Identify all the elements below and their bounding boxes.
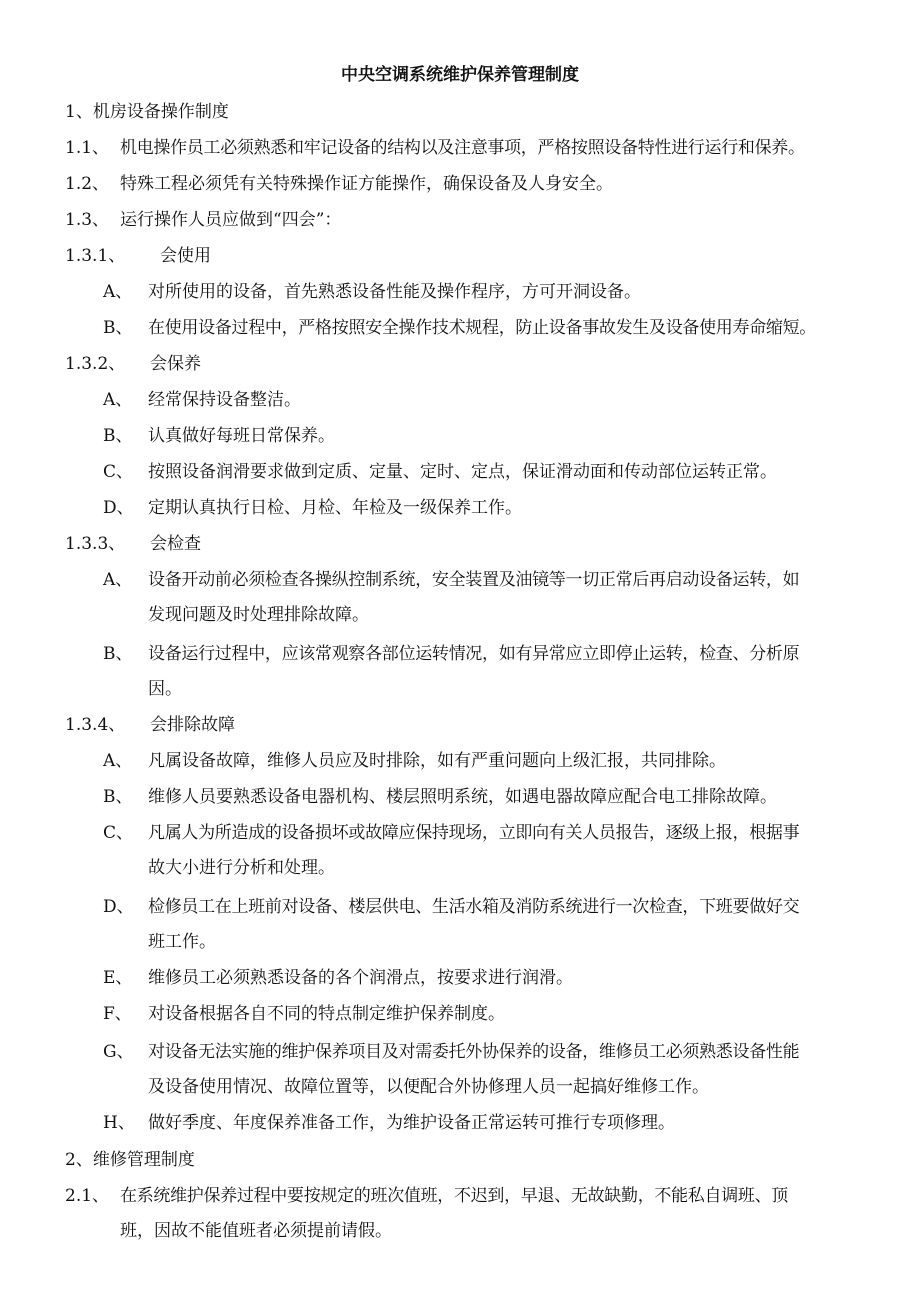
clause-number: 1.3.1、 — [65, 246, 126, 266]
item-label: A、 — [103, 570, 133, 590]
item-text-line-1: 设备开动前必须检查各操纵控制系统，安全装置及油镜等一切正常后再启动设备运转，如 — [148, 570, 800, 590]
clause-number: 1.2、 — [65, 174, 110, 194]
item-label: B、 — [103, 644, 133, 664]
item-label: C、 — [103, 823, 134, 843]
item-text: 凡属设备故障，维修人员应及时排除，如有严重问题向上级汇报，共同排除。 — [148, 751, 726, 771]
item-text: 定期认真执行日检、月检、年检及一级保养工作。 — [148, 498, 522, 518]
item-text-line-1: 对设备无法实施的维护保养项目及对需委托外协保养的设备，维修员工必须熟悉设备性能 — [148, 1042, 800, 1062]
clause-text: 机电操作员工必须熟悉和牢记设备的结构以及注意事项，严格按照设备特性进行运行和保养。 — [120, 138, 805, 158]
item-text: 认真做好每班日常保养。 — [148, 426, 335, 446]
clause-text-line-2: 班，因故不能值班者必须提前请假。 — [120, 1221, 392, 1241]
clause-number: 1.3.2、 — [65, 354, 126, 374]
item-label: H、 — [103, 1113, 135, 1133]
clause-number: 1.1、 — [65, 138, 110, 158]
item-label: C、 — [103, 462, 134, 482]
clause-text: 会检查 — [150, 534, 201, 554]
clause-text: 会使用 — [160, 246, 211, 266]
item-text-line-2: 班工作。 — [148, 932, 216, 952]
item-label: B、 — [103, 426, 133, 446]
item-label: G、 — [103, 1042, 134, 1062]
item-label: A、 — [103, 751, 133, 771]
clause-text: 特殊工程必须凭有关特殊操作证方能操作，确保设备及人身安全。 — [120, 174, 613, 194]
item-text: 按照设备润滑要求做到定质、定量、定时、定点，保证滑动面和传动部位运转正常。 — [148, 462, 777, 482]
item-label: F、 — [103, 1004, 132, 1024]
item-label: B、 — [103, 787, 133, 807]
item-text: 对所使用的设备，首先熟悉设备性能及操作程序，方可开洞设备。 — [148, 282, 641, 302]
item-label: E、 — [103, 968, 133, 988]
item-text-line-2: 发现问题及时处理排除故障。 — [148, 605, 369, 625]
item-text: 在使用设备过程中，严格按照安全操作技术规程，防止设备事故发生及设备使用寿命缩短。 — [148, 318, 816, 338]
clause-text: 会排除故障 — [150, 715, 235, 735]
item-label: D、 — [103, 498, 134, 518]
item-text: 经常保持设备整洁。 — [148, 390, 301, 410]
clause-number: 1.3、 — [65, 210, 110, 230]
clause-number: 1.3.3、 — [65, 534, 126, 554]
clause-number: 1.3.4、 — [65, 715, 126, 735]
clause-text: 运行操作人员应做到“四会”： — [120, 210, 342, 230]
clause-number: 2.1、 — [65, 1186, 110, 1206]
item-text-line-1: 设备运行过程中，应该常观察各部位运转情况，如有异常应立即停止运转，检查、分析原 — [148, 644, 800, 664]
item-text-line-1: 凡属人为所造成的设备损坏或故障应保持现场，立即向有关人员报告，逐级上报，根据事 — [148, 823, 800, 843]
item-label: A、 — [103, 282, 133, 302]
clause-text-line-1: 在系统维护保养过程中要按规定的班次值班，不迟到，早退、无故缺勤，不能私自调班、顶 — [120, 1186, 788, 1206]
section-heading-2: 2、维修管理制度 — [65, 1150, 195, 1170]
item-text: 维修员工必须熟悉设备的各个润滑点，按要求进行润滑。 — [148, 968, 573, 988]
document-title: 中央空调系统维护保养管理制度 — [341, 65, 579, 85]
item-text: 对设备根据各自不同的特点制定维护保养制度。 — [148, 1004, 505, 1024]
section-heading-1: 1、机房设备操作制度 — [65, 102, 229, 122]
item-text: 维修人员要熟悉设备电器机构、楼层照明系统，如遇电器故障应配合电工排除故障。 — [148, 787, 777, 807]
item-label: A、 — [103, 390, 133, 410]
item-label: D、 — [103, 897, 134, 917]
item-text-line-2: 故大小进行分析和处理。 — [148, 858, 335, 878]
item-text-line-2: 因。 — [148, 679, 182, 699]
item-label: B、 — [103, 318, 133, 338]
item-text-line-1: 检修员工在上班前对设备、楼层供电、生活水箱及消防系统进行一次检查，下班要做好交 — [148, 897, 800, 917]
item-text: 做好季度、年度保养准备工作，为维护设备正常运转可推行专项修理。 — [148, 1113, 675, 1133]
item-text-line-2: 及设备使用情况、故障位置等，以便配合外协修理人员一起搞好维修工作。 — [148, 1077, 709, 1097]
clause-text: 会保养 — [150, 354, 201, 374]
